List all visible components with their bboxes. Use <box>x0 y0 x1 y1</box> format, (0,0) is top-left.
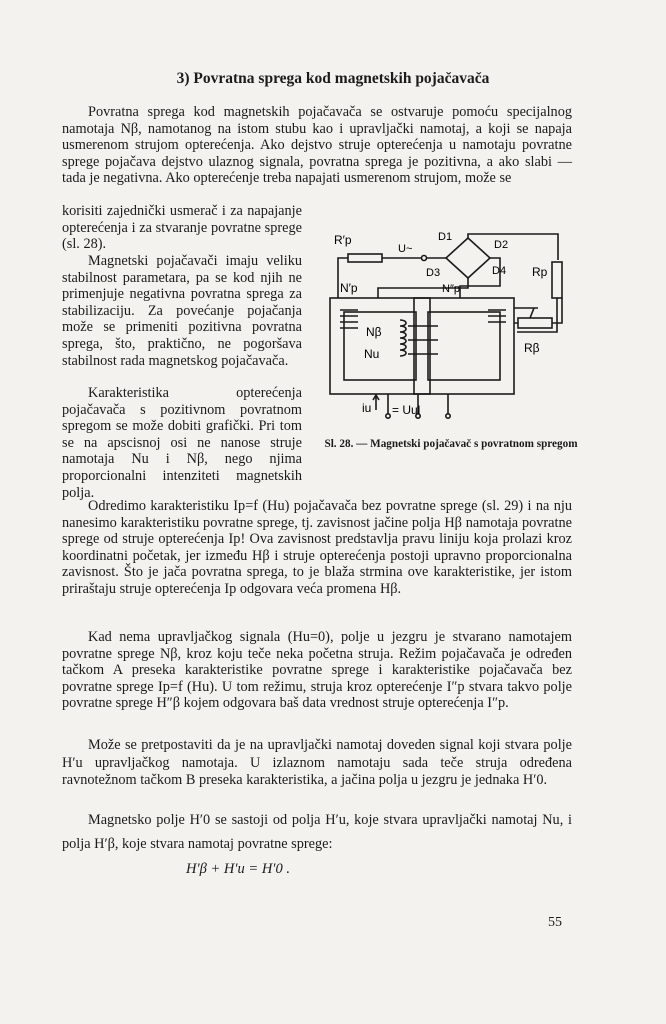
resistor-rbeta <box>518 318 552 328</box>
label-uul: = Uul <box>392 403 421 417</box>
label-d3: D3 <box>426 267 441 279</box>
label-np-prime: N′p <box>340 281 358 295</box>
circuit-figure <box>318 228 580 428</box>
label-nbeta: Nβ <box>366 325 382 339</box>
label-nu: Nu <box>364 347 380 361</box>
label-d4: D4 <box>492 265 507 277</box>
paragraph-intro-text: Povratna sprega kod magnetskih pojačavača se ostvaruje pomoću specijalnog namotaja Nβ, namotanog na istom stubu kao i upravljački namotaj, a koji se napaja usmerenom strujom opterećenja. Ako dejstvo struje opterećenja u namotaju povratne sprege pojačava dejstvo ulaznog signala, povratna sprega je pozitivna, a ako slabi — tada je negativna. Ako opterećenje treba napajati usmerenom strujom, može se <box>62 104 572 187</box>
label-rbeta: Rβ <box>524 341 540 355</box>
label-rp-prime: R′p <box>334 233 352 247</box>
paragraph-no-signal <box>62 629 572 712</box>
circuit-diagram <box>318 228 580 428</box>
paragraph-stability-text: Magnetski pojačavači imaju veliku stabilnost parametara, pa se kod njih ne primenjuje negativna povratna sprega za stabilizaciju. Za povećanje pojačanja može se primeniti pozitivna povratna sprega, što, praktično, ne pogoršava stabilnost rada magnetskog pojačavača. <box>62 253 302 369</box>
label-d1: D1 <box>438 231 453 243</box>
figure-caption: Sl. 28. — Magnetski pojačavač s povratnom spregom <box>324 438 578 450</box>
paragraph-characteristic <box>62 385 302 501</box>
paragraph-determination <box>62 498 572 598</box>
formula: H′β + H′u = H′0 . <box>186 861 290 877</box>
label-np-double: N″p <box>442 283 460 295</box>
paragraph-field-text: Magnetsko polje H′0 se sastoji od polja H′u, koje stvara upravljački namotaj Nu, i polja H′β, koje stvara namotaj povratne sprege: <box>62 812 572 852</box>
paragraph-signal <box>62 737 572 790</box>
paragraph-no-signal-text: Kad nema upravljačkog signala (Hu=0), polje u jezgru je stvarano namotajem povratne sprege Nβ, kroz koju teče neka početna struja. Režim pojačavača je određen tačkom A preseka karakteristike povratne sprege i karakteristike pojačavača bez povratne sprege Ip=f (Hu). U tom režimu, struja kroz opterećenje I″p stvara takvo polje povratne sprege H″β kojem odgovara baš data vrednost struje opterećenja I″p. <box>62 629 572 712</box>
label-rp: Rp <box>532 265 548 279</box>
label-iu: iu <box>362 401 372 415</box>
paragraph-intro <box>62 104 572 187</box>
paragraph-determination-text: Odredimo karakteristiku Ip=f (Hu) pojačavača bez povratne sprege (sl. 29) i na nju nanesimo karakteristiku povratne sprege, tj. zavisnost jačine polja Hβ namotaja povratne sprege od struje opterećenja Ip! Ova zavisnost predstavlja pravu liniju koja prolazi kroz koordinatni početak, jer između Hβ i struje opterećenja postoji upravno proporcionalna zavisnost. Što je jača povratna sprega, to je blaža strmina ove karakteristike, jer istom priraštaju struje opterećenja Ip odgovara veća promena Hβ. <box>62 498 572 597</box>
label-d2: D2 <box>494 239 509 251</box>
resistor-rp <box>552 262 562 298</box>
winding-nb <box>400 320 406 356</box>
section-heading: 3) Povratna sprega kod magnetskih pojačavača <box>176 70 490 87</box>
label-u-ac: U~ <box>398 243 413 255</box>
page-number: 55 <box>548 915 562 930</box>
paragraph-signal-text: Može se pretpostaviti da je na upravljački namotaj doveden signal koji stvara polje H′u upravljačkog namotaja. U izlaznom namotaju sada teče struja određena ravnotežnom tačkom B preseka karakteristika, a jačina polja u jezgru je jednaka H′0. <box>62 737 572 788</box>
paragraph-field <box>62 808 572 856</box>
winding-nu <box>408 326 438 354</box>
resistor-rp-prime <box>348 254 382 262</box>
paragraph-characteristic-text: Karakteristika opterećenja pojačavača s pozitivnom povratnom spregom se može dobiti grafički. Pri tom se na apscisnoj osi ne nanose struje namotaja Nu i Nβ, nego njima proporcionalni intenziteti magnetskih polja. <box>62 385 302 501</box>
paragraph-intro-continued: korisiti zajednički usmerač i za napajanje opterećenja i za stvaranje povratne sprege (sl. 28). <box>62 203 302 253</box>
paragraph-stability <box>62 253 302 369</box>
diode-bridge <box>446 238 490 278</box>
